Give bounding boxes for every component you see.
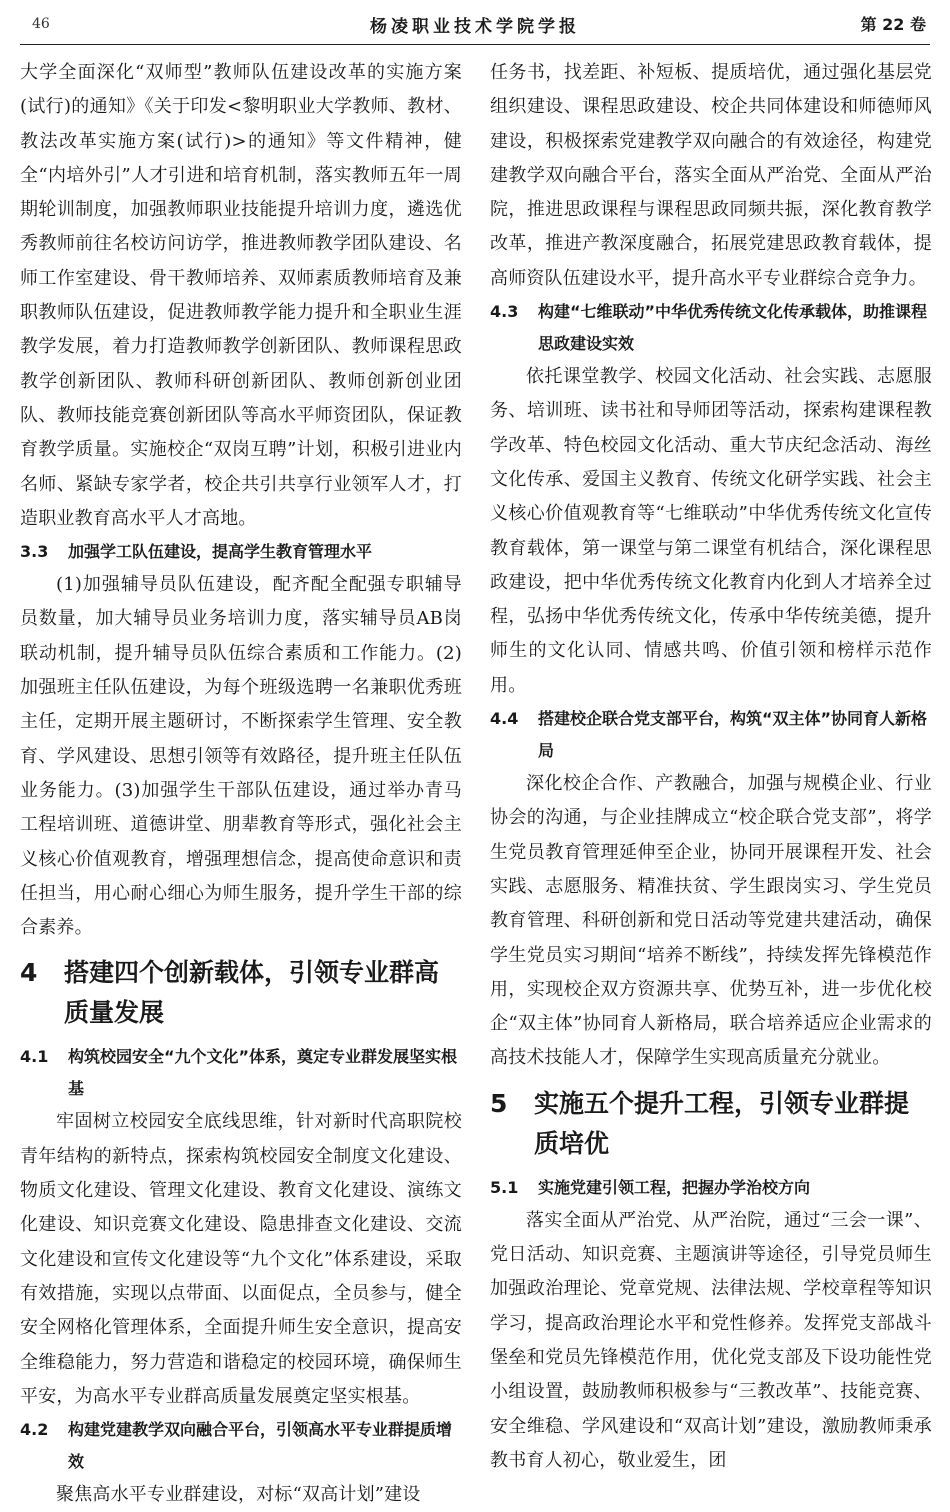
section-number: 5.1 xyxy=(490,1177,519,1197)
page-header xyxy=(20,0,930,40)
chapter-title: 搭建四个创新载体，引领专业群高质量发展 xyxy=(64,958,440,1028)
page-number: 46 xyxy=(32,16,50,32)
section-number: 4.4 xyxy=(490,709,519,729)
section-title: 加强学工队伍建设，提高学生教育管理水平 xyxy=(68,542,373,562)
section-title: 构筑校园安全“九个文化”体系，奠定专业群发展坚实根基 xyxy=(68,1047,458,1099)
paragraph: 聚焦高水平专业群建设，对标“双高计划”建设 xyxy=(56,1484,421,1506)
section-heading-3-3 xyxy=(20,536,462,568)
chapter-number: 5 xyxy=(490,1088,508,1118)
section-title: 构建“七维联动”中华优秀传统文化传承载体，助推课程思政建设实效 xyxy=(538,302,928,354)
chapter-number: 4 xyxy=(20,958,38,988)
chapter-heading-4 xyxy=(20,953,462,1033)
left-column xyxy=(20,56,462,1512)
section-number: 3.3 xyxy=(20,542,49,562)
paragraph: 牢固树立校园安全底线思维，针对新时代高职院校青年结构的新特点，探索构筑校园安全制度文化建设、物质文化建设、管理文化建设、教育文化建设、演练文化建设、知识竞赛文化建设、隐患排查文化建设、交流文化建设和宣传文化建设等“九个文化”体系建设，采取有效措施，实现以点带面、以面促点，全员参与，健全安全网格化管理体系，全面提升师生安全意识，提高安全维稳能力，努力营造和谐稳定的校园环境，确保师生平安，为高水平专业群高质量发展奠定坚实根基。 xyxy=(20,1111,462,1407)
section-heading-4-2 xyxy=(20,1414,462,1478)
section-title: 搭建校企联合党支部平台，构筑“双主体”协同育人新格局 xyxy=(538,709,928,761)
paragraph: 依托课堂教学、校园文化活动、社会实践、志愿服务、培训班、读书社和导师团等活动，探索构建课程教学改革、特色校园文化活动、重大节庆纪念活动、海丝文化传承、爱国主义教育、传统文化研学实践、社会主义核心价值观教育等“七维联动”中华优秀传统文化宣传教育载体，第一课堂与第二课堂有机结合，深化课程思政建设，把中华优秀传统文化教育内化到人才培养全过程，弘扬中华优秀传统文化，传承中华传统美德，提升师生的文化认同、情感共鸣、价值引领和榜样示范作用。 xyxy=(490,366,932,696)
section-heading-5-1 xyxy=(490,1172,932,1204)
volume-label: 第 22 卷 xyxy=(860,15,926,34)
paragraph: 落实全面从严治党、从严治院，通过“三会一课”、党日活动、知识竞赛、主题演讲等途径，引导党员师生加强政治理论、党章党规、法律法规、学校章程等知识学习，提高政治理论水平和党性修养。发挥党支部战斗堡垒和党员先锋模范作用，优化党支部及下设功能性党小组设置，鼓励教师积极参与“三教改革”、技能竞赛、安全维稳、学风建设和“双高计划”建设，激励教师秉承教书育人初心，敬业爱生，团 xyxy=(490,1209,932,1471)
paragraph: (1)加强辅导员队伍建设，配齐配全配强专职辅导员数量，加大辅导员业务培训力度，落实辅导员AB岗联动机制，提升辅导员队伍综合素质和工作能力。(2)加强班主任队伍建设，为每个班级选聘一名兼职优秀班主任，定期开展主题研讨，不断探索学生管理、安全教育、学风建设、思想引领等有效路径，提升班主任队伍业务能力。(3)加强学生干部队伍建设，通过举办青马工程培训班、道德讲堂、朋辈教育等形式，强化社会主义核心价值观教育，增强理想信念，提高使命意识和责任担当，用心耐心细心为师生服务，提升学生干部的综合素养。 xyxy=(20,574,462,939)
section-heading-4-4 xyxy=(490,703,932,767)
chapter-heading-5 xyxy=(490,1084,932,1164)
journal-title: 杨凌职业技术学院学报 xyxy=(370,17,580,37)
paragraph: 任务书，找差距、补短板、提质培优，通过强化基层党组织建设、课程思政建设、校企共同体建设和师德师风建设，积极探索党建教学双向融合的有效途径，构建党建教学双向融合平台，落实全面从严治党、全面从严治院，推进思政课程与课程思政同频共振，深化教育教学改革，推进产教深度融合，拓展党建思政教育载体，提高师资队伍建设水平，提升高水平专业群综合竞争力。 xyxy=(490,62,932,289)
section-heading-4-3 xyxy=(490,296,932,360)
section-number: 4.1 xyxy=(20,1047,49,1067)
section-number: 4.2 xyxy=(20,1420,49,1440)
paragraph: 深化校企合作、产教融合，加强与规模企业、行业协会的沟通，与企业挂牌成立“校企联合党支部”，将学生党员教育管理延伸至企业，协同开展课程开发、社会实践、志愿服务、精准扶贫、学生跟岗实习、学生党员教育管理、科研创新和党日活动等党建共建活动，确保学生党员实习期间“培养不断线”，持续发挥先锋模范作用，实现校企双方资源共享、优势互补，进一步优化校企“双主体”协同育人新格局，联合培养适应企业需求的高技术技能人才，保障学生实现高质量充分就业。 xyxy=(490,773,932,1069)
section-title: 实施党建引领工程，把握办学治校方向 xyxy=(538,1177,811,1197)
paragraph: 大学全面深化“双师型”教师队伍建设改革的实施方案(试行)的通知》《关于印发<黎明职业大学教师、教材、教法改革实施方案(试行)>的通知》等文件精神，健全“内培外引”人才引进和培育机制，落实教师五年一周期轮训制度，加强教师职业技能提升培训力度，遴选优秀教师前往名校访问访学，推进教师教学团队建设、名师工作室建设、骨干教师培养、双师素质教师培育及兼职教师队伍建设，促进教师教学能力提升和全职业生涯教学发展，着力打造教师教学创新团队、教师课程思政教学创新团队、教师科研创新团队、教师创新创业团队、教师技能竞赛创新团队等高水平师资团队，保证教育教学质量。实施校企“双岗互聘”计划，积极引进业内名师、紧缺专家学者，校企共引共享行业领军人才，打造职业教育高水平人才高地。 xyxy=(20,62,462,529)
header-rule xyxy=(20,44,930,45)
right-column xyxy=(490,56,932,1478)
section-title: 构建党建教学双向融合平台，引领高水平专业群提质增效 xyxy=(68,1420,453,1472)
chapter-title: 实施五个提升工程，引领专业群提质培优 xyxy=(534,1088,910,1158)
section-heading-4-1 xyxy=(20,1041,462,1105)
section-number: 4.3 xyxy=(490,302,519,322)
